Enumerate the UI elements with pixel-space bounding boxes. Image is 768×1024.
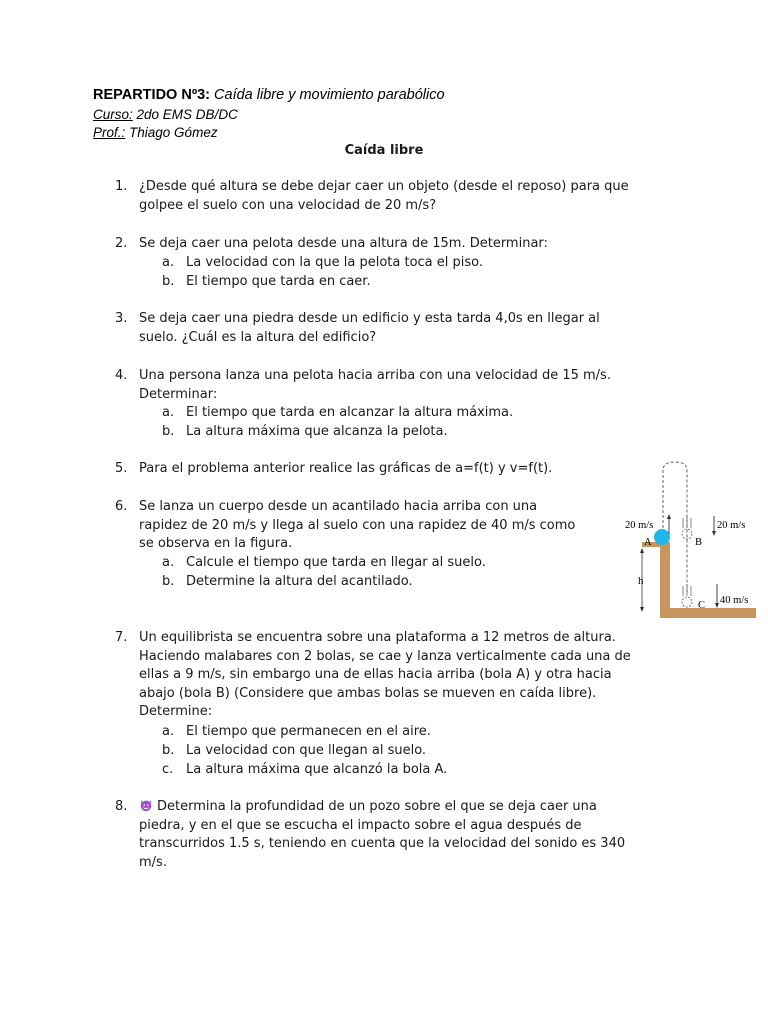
label-point-c: C bbox=[698, 600, 706, 611]
question-line: Se lanza un cuerpo desde un acantilado hacia arriba con una bbox=[139, 499, 538, 514]
question-line: rapidez de 20 m/s y llega al suelo con una rapidez de 40 m/s como bbox=[139, 517, 576, 533]
question-line: golpee el suelo con una velocidad de 20 m/s? bbox=[139, 197, 437, 213]
label-velocity-c: 40 m/s bbox=[720, 595, 749, 606]
subitem-text: El tiempo que tarda en caer. bbox=[186, 274, 371, 289]
question-3-text bbox=[139, 310, 600, 347]
worksheet-title bbox=[93, 86, 445, 104]
arrowhead-icon bbox=[715, 603, 719, 608]
question-4-text bbox=[139, 367, 611, 404]
question-line bbox=[139, 798, 625, 817]
subitem-letter: a. bbox=[162, 405, 175, 420]
prof-line bbox=[93, 124, 218, 141]
question-1-text bbox=[139, 178, 629, 215]
question-line: Se deja caer una piedra desde un edificio y esta tarda 4,0s en llegar al bbox=[139, 311, 600, 326]
question-line: Determine: bbox=[139, 704, 213, 720]
subitem-text: Calcule el tiempo que tarda en llegar al suelo. bbox=[186, 555, 486, 570]
question-5-text bbox=[139, 460, 552, 479]
question-line: Para el problema anterior realice las gráficas de a=f(t) y v=f(t). bbox=[139, 461, 553, 476]
question-number: 2. bbox=[115, 236, 128, 251]
subitem-text: La velocidad con la que la pelota toca el piso. bbox=[186, 255, 484, 270]
question-line: Se deja caer una pelota desde una altura de 15m. Determinar: bbox=[139, 236, 548, 251]
title-italic: Caída libre y movimiento parabólico bbox=[214, 87, 445, 103]
prof-value: Thiago Gómez bbox=[129, 125, 218, 140]
arrowhead-icon bbox=[640, 607, 644, 612]
subitem-letter: c. bbox=[162, 762, 174, 777]
question-line: se observa en la figura. bbox=[139, 536, 293, 552]
subitem-letter: b. bbox=[162, 274, 175, 289]
question-7-text bbox=[139, 629, 631, 722]
label-height: h bbox=[638, 575, 644, 587]
question-number: 5. bbox=[115, 461, 128, 476]
course-line bbox=[93, 106, 238, 123]
subitem-text: El tiempo que permanecen en el aire. bbox=[186, 724, 431, 739]
subitem-letter: a. bbox=[162, 255, 175, 270]
arrowhead-icon bbox=[640, 548, 644, 553]
arrowhead-icon bbox=[712, 531, 716, 536]
ball-c-outline bbox=[682, 597, 692, 607]
question-line: suelo. ¿Cuál es la altura del edificio? bbox=[139, 329, 377, 345]
question-line: Una persona lanza una pelota hacia arriba con una velocidad de 15 m/s. bbox=[139, 368, 611, 383]
question-number: 1. bbox=[115, 179, 128, 194]
ball-a bbox=[654, 529, 670, 545]
question-line-text: Determina la profundidad de un pozo sobre el que se deja caer una bbox=[157, 799, 597, 814]
question-number: 4. bbox=[115, 368, 128, 383]
cliff-wall bbox=[660, 542, 670, 618]
subitem-text: La velocidad con que llegan al suelo. bbox=[186, 743, 427, 758]
subitem-text: La altura máxima que alcanzó la bola A. bbox=[186, 762, 448, 777]
cliff-figure bbox=[620, 458, 760, 623]
ground bbox=[660, 608, 756, 618]
question-line: m/s. bbox=[139, 854, 167, 870]
smiling-devil-icon bbox=[139, 798, 153, 812]
arrowhead-icon bbox=[667, 514, 671, 519]
question-line: transcurridos 1.5 s, teniendo en cuenta que la velocidad del sonido es 340 bbox=[139, 836, 626, 852]
question-2-text bbox=[139, 235, 548, 254]
question-line: Un equilibrista se encuentra sobre una plataforma a 12 metros de altura. bbox=[139, 630, 616, 645]
question-number: 6. bbox=[115, 499, 128, 514]
label-initial-velocity: 20 m/s bbox=[625, 520, 654, 531]
question-line: abajo (bola B) (Considere que ambas bolas se mueven en caída libre). bbox=[139, 685, 597, 701]
subitem-text: El tiempo que tarda en alcanzar la altura máxima. bbox=[186, 405, 514, 420]
label-velocity-b: 20 m/s bbox=[717, 520, 746, 531]
question-8-text bbox=[139, 798, 625, 872]
subitem-letter: b. bbox=[162, 574, 175, 589]
question-6-text bbox=[139, 498, 575, 554]
question-line: Haciendo malabares con 2 bolas, se cae y lanza verticalmente cada una de bbox=[139, 648, 631, 664]
subitem-letter: b. bbox=[162, 424, 175, 439]
label-point-b: B bbox=[695, 537, 703, 548]
question-line: piedra, y en el que se escucha el impacto sobre el agua después de bbox=[139, 817, 582, 833]
subitem-letter: b. bbox=[162, 743, 175, 758]
prof-label: Prof.: bbox=[93, 125, 126, 140]
section-title: Caída libre bbox=[344, 143, 424, 158]
subitem-letter: a. bbox=[162, 555, 175, 570]
question-number: 7. bbox=[115, 630, 128, 645]
subitem-text: Determine la altura del acantilado. bbox=[186, 574, 413, 589]
subitem-letter: a. bbox=[162, 724, 175, 739]
question-line: ellas a 9 m/s, sin embargo una de ellas hacia arriba (bola A) y otra hacia bbox=[139, 667, 612, 683]
question-number: 3. bbox=[115, 311, 128, 326]
course-value: 2do EMS DB/DC bbox=[136, 107, 238, 122]
subitem-text: La altura máxima que alcanza la pelota. bbox=[186, 424, 448, 439]
question-number: 8. bbox=[115, 799, 128, 814]
label-point-a: A bbox=[644, 537, 652, 548]
question-line: Determinar: bbox=[139, 386, 218, 402]
course-label: Curso: bbox=[93, 107, 133, 122]
title-bold: REPARTIDO Nº3: bbox=[93, 87, 211, 103]
question-line: ¿Desde qué altura se debe dejar caer un objeto (desde el reposo) para que bbox=[139, 179, 629, 194]
